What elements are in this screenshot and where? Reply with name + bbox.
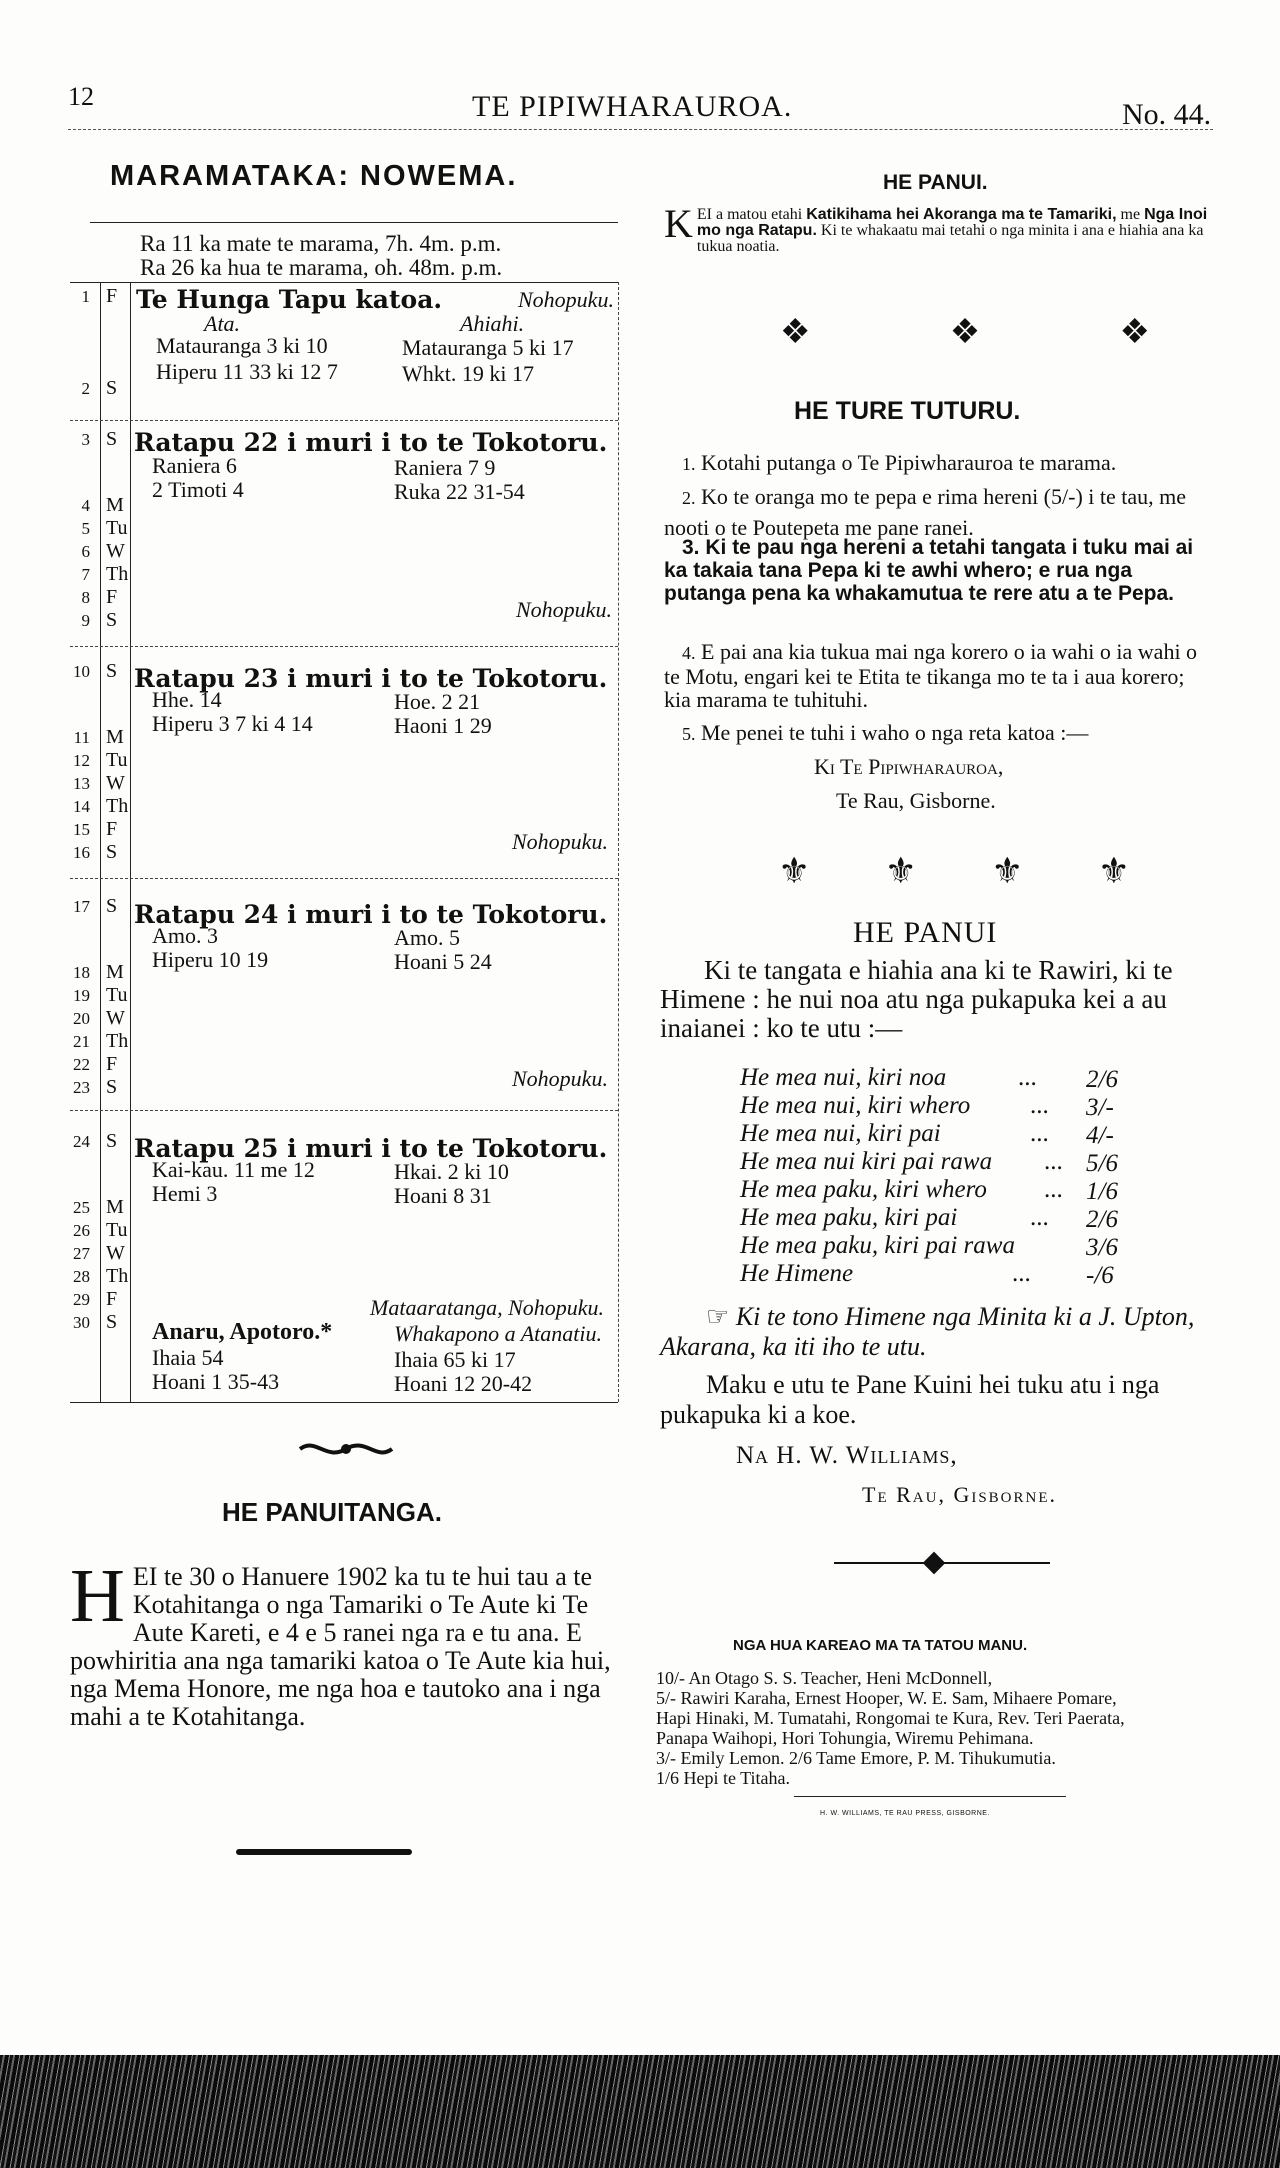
ornament-row-2 — [778, 850, 1130, 892]
week-separator — [70, 878, 618, 879]
day-number: 21 — [73, 1032, 90, 1051]
week1-lesson: Matauranga 3 ki 10 — [156, 333, 328, 358]
ornament-icon: ❖ — [949, 314, 981, 351]
panui1-text-b: Katikihama hei Akoranga ma te Tamariki, — [806, 206, 1117, 223]
price-item: He mea paku, kiri pai rawa — [740, 1232, 1015, 1259]
day-number: 29 — [73, 1290, 90, 1309]
day-letter: W — [106, 1242, 125, 1264]
panuitanga-body — [70, 1554, 620, 1731]
week3-lesson: Haoni 1 29 — [394, 713, 492, 738]
day-number: 16 — [73, 843, 90, 862]
day-letter: S — [106, 1311, 118, 1333]
week4-lesson: Hoani 5 24 — [394, 949, 492, 974]
week2-tag: Nohopuku. — [516, 597, 612, 622]
day-letter: Tu — [106, 984, 128, 1006]
ture-item-text: Kotahi putanga o Te Pipiwharauroa te marama. — [701, 450, 1117, 475]
day-letter: Tu — [106, 749, 128, 771]
panui1-title: HE PANUI. — [883, 171, 988, 194]
panuitanga-dropcap: H — [70, 1554, 125, 1638]
week-separator — [70, 646, 618, 647]
price-list — [736, 1064, 1196, 1314]
price-item: He mea nui, kiri whero — [740, 1092, 971, 1119]
week5-lesson: Hoani 8 31 — [394, 1183, 492, 1208]
day-number: 23 — [73, 1078, 90, 1097]
ture-item-number: 3. — [682, 536, 700, 559]
day-letter: S — [106, 609, 118, 631]
feast-day: Anaru, Apotoro.* — [152, 1319, 333, 1345]
ornament-icon: ❖ — [780, 314, 811, 351]
price-value: -/6 — [1086, 1262, 1114, 1289]
day-number: 28 — [73, 1267, 90, 1286]
day-number: 22 — [73, 1055, 90, 1074]
day-number: 1 — [81, 287, 90, 306]
panui2-stamps: Maku e utu te Pane Kuini hei tuku atu i nga pukapuka ki a koe. — [660, 1370, 1160, 1429]
price-value: 2/6 — [1086, 1066, 1118, 1093]
week3-heading: Ratapu 23 i muri i to te Tokotoru. — [134, 664, 608, 693]
ture-item-text: Me penei te tuhi i waho o nga reta katoa :— — [701, 720, 1089, 745]
calendar-bottom-rule — [70, 1402, 618, 1403]
day-number: 26 — [73, 1221, 90, 1240]
price-value: 1/6 — [1086, 1178, 1118, 1205]
week5-lesson: Ihaia 65 ki 17 — [394, 1347, 516, 1372]
day-letter: F — [106, 1053, 118, 1075]
day-letter: M — [106, 494, 124, 516]
week2-lesson: Raniera 6 — [152, 453, 237, 478]
day-number: 10 — [73, 662, 90, 681]
fleur-de-lis-icon: ⚜ — [1097, 851, 1130, 891]
day-letter: S — [106, 660, 118, 682]
day-letter: M — [106, 961, 124, 983]
day-number: 11 — [73, 728, 90, 747]
moon-phase-1: Ra 11 ka mate te marama, 7h. 4m. p.m. — [140, 231, 502, 256]
day-letter: W — [106, 540, 125, 562]
day-number: 7 — [81, 565, 90, 584]
week5-lesson: Hemi 3 — [152, 1181, 218, 1206]
day-number: 2 — [81, 379, 90, 398]
day-number: 13 — [73, 774, 90, 793]
panuitanga-end-rule — [236, 1849, 412, 1855]
ture-item-text: Ki te pau nga hereni a tetahi tangata i tuku mai ai ka takaia tana Pepa ki te awhi whero; e rua nga putanga pena ka whakamutua te rere atu a te Pepa. — [664, 536, 1194, 605]
ture-item-2 — [664, 482, 1216, 543]
price-value: 3/6 — [1086, 1234, 1118, 1261]
week3-lesson: Hiperu 3 7 ki 4 14 — [152, 711, 313, 736]
day-letter: W — [106, 1007, 125, 1029]
imprint: H. W. WILLIAMS, TE RAU PRESS, GISBORNE. — [820, 1810, 990, 1817]
price-item: He mea paku, kiri pai — [740, 1204, 958, 1231]
panui1-body — [664, 201, 1212, 255]
day-letter: S — [106, 1076, 118, 1098]
day-number: 6 — [81, 542, 90, 561]
day-letter: F — [106, 818, 118, 840]
day-letter: S — [106, 1130, 118, 1152]
day-letter: Th — [106, 563, 129, 585]
imprint-rule — [794, 1796, 1066, 1797]
week1-lesson: Hiperu 11 33 ki 12 7 — [156, 359, 338, 384]
price-item: He Himene — [740, 1260, 854, 1287]
hua-line: 3/- Emily Lemon. 2/6 Tame Emore, P. M. Tihukumutia. — [656, 1748, 1056, 1768]
hua-line: 5/- Rawiri Karaha, Ernest Hooper, W. E. Sam, Mihaere Pomare, — [656, 1688, 1117, 1708]
fleur-de-lis-icon: ⚜ — [884, 851, 917, 891]
panui1-text-e: Ki te whakaatu mai tetahi o nga minita i ana e hiahia ana ka tukua noatia. — [696, 222, 1204, 255]
day-num-column-rule — [100, 282, 101, 1402]
week5-heading: Ratapu 25 i muri i to te Tokotoru. — [134, 1134, 608, 1163]
panui2-note-text: Ki te tono Himene nga Minita ki a J. Upton, Akarana, ka iti iho te utu. — [660, 1302, 1195, 1361]
ture-address-1: Ki Te Pipiwharauroa, — [814, 754, 1004, 779]
price-item: He mea nui, kiri noa — [740, 1064, 947, 1091]
ture-item-number: 2. — [682, 488, 696, 508]
panui2-signature-1: Na H. W. Williams, — [736, 1442, 958, 1469]
day-letter: S — [106, 428, 118, 450]
ture-item-3 — [664, 536, 1216, 605]
day-letter: S — [106, 841, 118, 863]
fleur-de-lis-icon: ⚜ — [991, 851, 1024, 891]
page-number: 12 — [68, 82, 94, 111]
ture-item-text: E pai ana kia tukua mai nga korero o ia wahi o ia wahi o te Motu, engari kei te Etita te tikanga mo te ta i aua korero; kia marama te tuhituhi. — [664, 639, 1198, 712]
panui1-dropcap: K — [664, 201, 693, 246]
day-letter: Th — [106, 1265, 129, 1287]
day-number: 4 — [81, 496, 90, 515]
panui1-text-a: EI a matou etahi — [696, 206, 807, 223]
day-number: 25 — [73, 1198, 90, 1217]
week4-lesson: Amo. 3 — [152, 923, 218, 948]
pointing-hand-icon: ☞ — [706, 1302, 730, 1331]
hua-title: NGA HUA KAREAO MA TA TATOU MANU. — [733, 1637, 1028, 1654]
hua-line: 1/6 Hepi te Titaha. — [656, 1768, 790, 1788]
ture-item-5 — [682, 718, 1212, 749]
week-separator — [70, 1110, 618, 1111]
price-dots: ... — [1044, 1148, 1063, 1175]
day-letter: M — [106, 726, 124, 748]
hua-line: 10/- An Otago S. S. Teacher, Heni McDonnell, — [656, 1668, 993, 1688]
week1-tag: Nohopuku. — [518, 287, 614, 312]
issue-number: No. 44. — [1122, 98, 1212, 131]
week-separator — [70, 420, 618, 421]
day-letter: Th — [106, 795, 129, 817]
ture-item-text: Ko te oranga mo te pepa e rima hereni (5/-) i te tau, me nooti o te Poutepeta me pane ranei. — [664, 484, 1187, 540]
ornament-row-1 — [780, 312, 1150, 352]
price-dots: ... — [1012, 1260, 1031, 1287]
week3-lesson: Hhe. 14 — [152, 687, 222, 712]
day-letter: Th — [106, 1030, 129, 1052]
week2-lesson: 2 Timoti 4 — [152, 477, 244, 502]
day-number: 9 — [81, 611, 90, 630]
week4-lesson: Hiperu 10 19 — [152, 947, 269, 972]
feast-tag: Whakapono a Atanatiu. — [394, 1321, 602, 1346]
week5-tag: Mataaratanga, Nohopuku. — [370, 1295, 605, 1320]
panui2-note — [660, 1302, 1216, 1362]
panui2-title: HE PANUI — [853, 916, 998, 949]
price-value: 5/6 — [1086, 1150, 1118, 1177]
week4-tag: Nohopuku. — [512, 1066, 608, 1091]
week1-heading: Te Hunga Tapu katoa. — [136, 285, 443, 314]
masthead-title: TE PIPIWHARAUROA. — [472, 90, 793, 123]
day-number: 20 — [73, 1009, 90, 1028]
price-value: 4/- — [1086, 1122, 1114, 1149]
day-letter: Tu — [106, 1219, 128, 1241]
panui2-intro: Ki te tangata e hiahia ana ki te Rawiri, ki te Himene : he nui noa atu nga pukapuka kei a au inaianei : ko te utu :— — [660, 955, 1173, 1043]
week1-evening-label: Ahiahi. — [460, 311, 525, 336]
week3-lesson: Hoe. 2 21 — [394, 689, 481, 714]
week5-lesson: Hkai. 2 ki 10 — [394, 1159, 509, 1184]
day-number: 14 — [73, 797, 90, 816]
panuitanga-text: EI te 30 o Hanuere 1902 ka tu te hui tau a te Kotahitanga o nga Tamariki o Te Aute ki Te Aute Kareti, e 4 e 5 ranei nga ra e tu ana. E powhiritia ana nga tamariki katoa o Te Aute kia hui, nga Mema Honore, me nga hoa e tautoko ana i nga mahi a te Kotahitanga. — [70, 1562, 611, 1731]
day-letter: S — [106, 895, 118, 917]
day-letter: F — [106, 586, 118, 608]
ornament-flourish — [296, 1437, 396, 1461]
day-letter: F — [106, 1288, 118, 1310]
week1-lesson: Whkt. 19 ki 17 — [402, 361, 534, 386]
week1-morning-label: Ata. — [204, 311, 241, 336]
day-letter: W — [106, 772, 125, 794]
day-number: 8 — [81, 588, 90, 607]
ture-item-number: 4. — [682, 643, 696, 663]
week5-lesson: Ihaia 54 — [152, 1345, 224, 1370]
ture-item-number: 1. — [682, 454, 696, 474]
arrow-rule-head — [923, 1552, 946, 1575]
price-dots: ... — [1030, 1092, 1049, 1119]
price-dots: ... — [1018, 1064, 1037, 1091]
calendar-right-rule — [618, 282, 619, 1402]
week1-lesson: Matauranga 5 ki 17 — [402, 335, 574, 360]
price-item: He mea nui kiri pai rawa — [740, 1148, 993, 1175]
week5-lesson: Hoani 1 35-43 — [152, 1369, 280, 1394]
ture-item-number: 5. — [682, 724, 696, 744]
ture-item-1 — [682, 448, 1212, 479]
calendar-top-rule — [90, 222, 618, 223]
day-number: 15 — [73, 820, 90, 839]
week2-lesson: Raniera 7 9 — [394, 455, 496, 480]
week5-lesson: Kai-kau. 11 me 12 — [152, 1157, 315, 1182]
price-item: He mea paku, kiri whero — [740, 1176, 987, 1203]
price-dots: ... — [1030, 1204, 1049, 1231]
day-number: 27 — [73, 1244, 90, 1263]
price-dots: ... — [1044, 1176, 1063, 1203]
day-letter: F — [106, 285, 118, 307]
ture-address-2: Te Rau, Gisborne. — [836, 788, 996, 813]
day-number: 24 — [73, 1132, 90, 1151]
day-letter: S — [106, 377, 118, 399]
day-number: 19 — [73, 986, 90, 1005]
day-number: 17 — [73, 897, 90, 916]
calendar-title: MARAMATAKA: NOWEMA. — [110, 160, 518, 192]
ornament-icon: ❖ — [1119, 314, 1150, 351]
panui2-signature-2: Te Rau, Gisborne. — [862, 1482, 1058, 1507]
week4-lesson: Amo. 5 — [394, 925, 460, 950]
price-value: 2/6 — [1086, 1206, 1118, 1233]
calendar-table-top — [70, 282, 618, 283]
week5-lesson: Hoani 12 20-42 — [394, 1371, 533, 1396]
day-number: 3 — [81, 430, 90, 449]
header-rule — [68, 129, 1213, 130]
hua-line: Hapi Hinaki, M. Tumatahi, Rongomai te Kura, Rev. Teri Paerata, — [656, 1708, 1125, 1728]
price-value: 3/- — [1086, 1094, 1114, 1121]
price-item: He mea nui, kiri pai — [740, 1120, 941, 1147]
moon-phase-2: Ra 26 ka hua te marama, oh. 48m. p.m. — [140, 255, 503, 280]
price-dots: ... — [1030, 1120, 1049, 1147]
day-number: 12 — [73, 751, 90, 770]
ture-title: HE TURE TUTURU. — [794, 397, 1021, 425]
hua-line: Panapa Waihopi, Hori Tohungia, Wiremu Pehimana. — [656, 1728, 1034, 1748]
ture-item-4 — [664, 640, 1216, 711]
week2-heading: Ratapu 22 i muri i to te Tokotoru. — [134, 428, 608, 457]
week3-tag: Nohopuku. — [512, 829, 608, 854]
day-letter: Tu — [106, 517, 128, 539]
scan-edge — [0, 2055, 1280, 2168]
fleur-de-lis-icon: ⚜ — [778, 851, 811, 891]
week4-heading: Ratapu 24 i muri i to te Tokotoru. — [134, 900, 608, 929]
day-number: 30 — [73, 1313, 90, 1332]
day-number: 18 — [73, 963, 90, 982]
day-number: 5 — [81, 519, 90, 538]
panui1-text-d: Nga Inoi mo nga Ratapu. — [696, 206, 1208, 239]
day-letter: M — [106, 1196, 124, 1218]
week2-lesson: Ruka 22 31-54 — [394, 479, 525, 504]
panuitanga-title: HE PANUITANGA. — [222, 1497, 443, 1527]
panui1-text-c: me — [1116, 206, 1145, 223]
